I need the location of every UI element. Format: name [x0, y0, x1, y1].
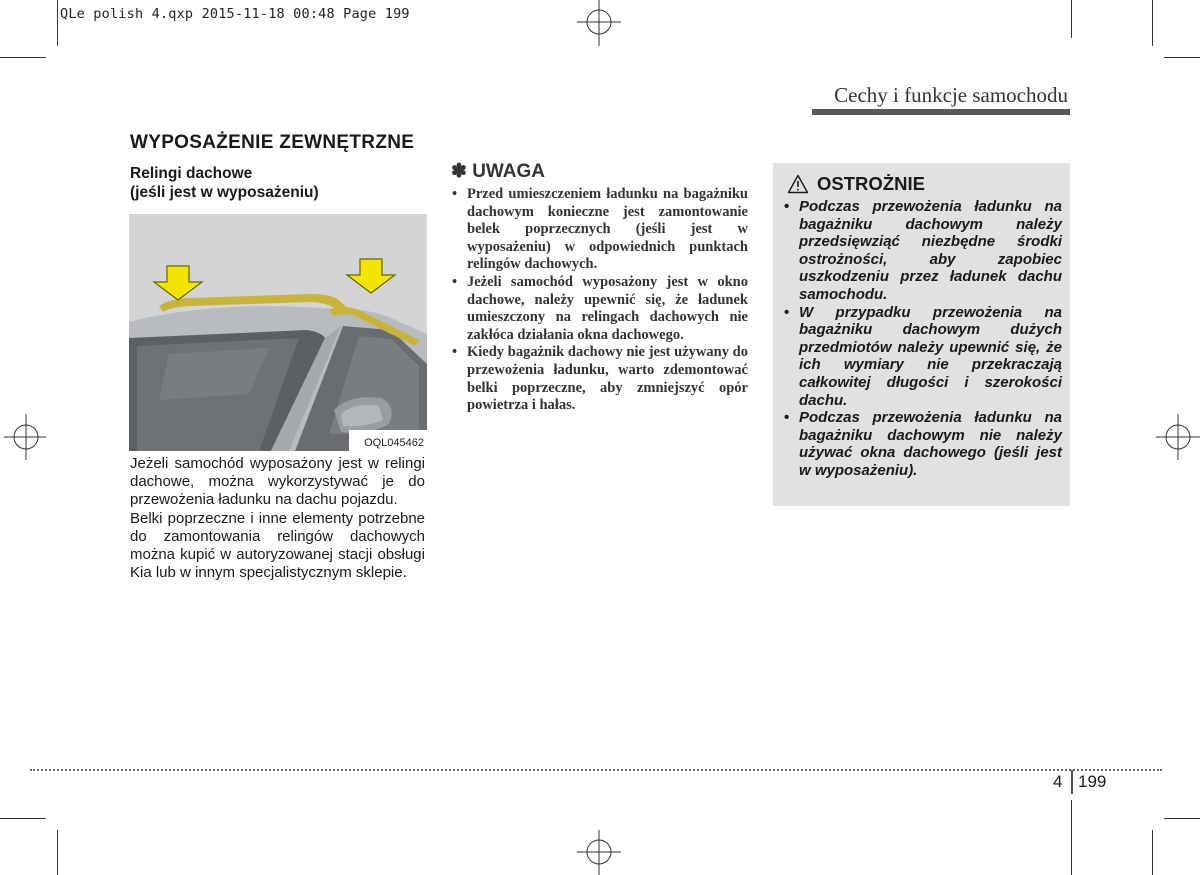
running-header-title: Cechy i funkcje samochodu: [834, 83, 1068, 107]
note-item-1: • Przed umieszczeniem ładunku na bagażniku dachowym konieczne jest zamontowanie belek poprzecznych (jeśli jest w wyposażeniu) w odpowiednich punktach relingów dachowych.: [452, 186, 748, 274]
caution-title: OSTROŻNIE: [817, 173, 925, 194]
note-item-2: • Jeżeli samochód wyposażony jest w okno dachowe, należy upewnić się, że ładunek umieszczony na relingach dachowych nie zakłóca działania okna dachowego.: [452, 274, 748, 344]
caution-item-1: • Podczas przewożenia ładunku na bagażniku dachowym należy przedsięwziąć niezbędne środki ostrożności, aby zapobiec uszkodzeniu przez ładunek dachu samochodu.: [784, 198, 1062, 304]
warning-triangle-icon: [787, 174, 809, 194]
subsection-heading-line1: Relingi dachowe: [130, 165, 253, 182]
registration-mark-bottom: [573, 830, 625, 875]
print-slug: QLe polish 4.qxp 2015-11-18 00:48 Page 199: [60, 6, 410, 22]
registration-mark-right: [1154, 414, 1200, 460]
body-paragraph-1: Jeżeli samochód wyposażony jest w relingi dachowe, można wykorzystywać je do przewożenia ładunku na dachu pojazdu.: [130, 455, 425, 509]
page-number: 199: [1078, 772, 1107, 791]
roof-rails-illustration: [129, 214, 427, 451]
caution-item-3: • Podczas przewożenia ładunku na bagażniku dachowym nie należy używać okna dachowego (jeśli jest w wyposażeniu).: [784, 409, 1062, 479]
subsection-heading: [130, 164, 319, 202]
body-text: [130, 455, 425, 582]
caution-item-2: • W przypadku przewożenia na bagażniku dachowym dużych przedmiotów należy upewnić się, że ich wymiary nie przekraczają całkowitej długości i szerokości dachu.: [784, 304, 1062, 410]
note-title: ✽ UWAGA: [451, 161, 546, 182]
registration-mark-left: [0, 414, 46, 460]
car-roof-drawing: [129, 214, 427, 451]
registration-mark-top: [573, 0, 625, 46]
subsection-heading-line2: (jeśli jest w wyposażeniu): [130, 184, 319, 201]
header-rule: [812, 109, 1070, 115]
caution-heading: [787, 173, 925, 195]
caution-list: [784, 198, 1062, 480]
note-list: [452, 186, 748, 415]
section-title: WYPOSAŻENIE ZEWNĘTRZNE: [130, 132, 415, 153]
page-number-divider: [1071, 770, 1073, 794]
body-paragraph-2: Belki poprzeczne i inne elementy potrzebne do zamontowania relingów dachowych można kupić w autoryzowanej stacji obsługi Kia lub w innym specjalistycznym sklepie.: [130, 509, 425, 582]
footer-dotted-rule: [30, 769, 1162, 771]
figure-code: OQL045462: [364, 437, 424, 449]
note-item-3: • Kiedy bagażnik dachowy nie jest używany do przewożenia ładunku, warto zdemontować belki poprzeczne, aby zmniejszyć opór powietrza i hałas.: [452, 344, 748, 414]
chapter-number: 4: [1053, 772, 1063, 791]
